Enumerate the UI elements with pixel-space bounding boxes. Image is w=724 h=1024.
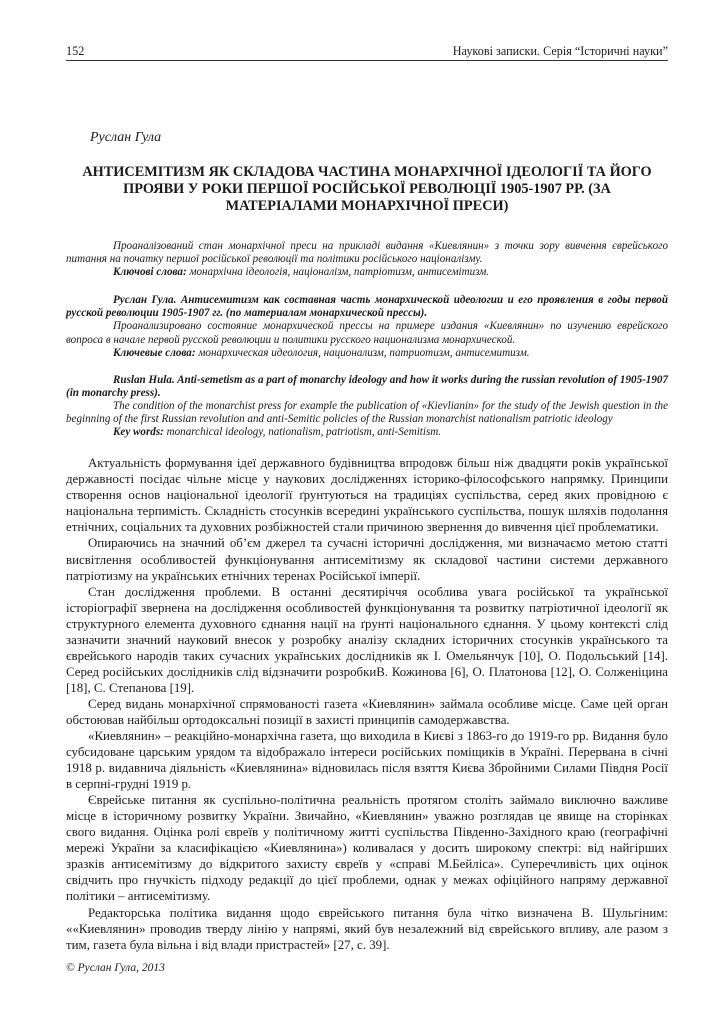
keywords-text: монархічна ідеологія, націоналізм, патріотизм, антисемітизм.: [186, 266, 490, 279]
body-paragraph: Стан дослідження проблеми. В останні десятиріччя особлива увага російської та української історіографії звернена на дослідження особливостей функціонування та розвитку патріотичної ідеології як структурного елемента духовного єднання нації на ґрунті національного єднання. У цьому контексті слід зазначити значний науковий внесок у розробку аналізу складних історичних стосунків українського та єврейського народів таких сучасних українських дослідників як І. Омельянчук [10], О. Подольський [14]. Серед російських дослідників слід відзначити розробкиВ. Кожинова [6], О. Платонова [12], О. Солженіцина [18], С. Степанова [19].: [66, 584, 668, 695]
body-paragraph: Опираючись на значний об’єм джерел та сучасні історичні дослідження, ми визначаємо метою статті висвітлення особливостей функціонування антисемітизму як складової частини системи державного патріотизму на українських етнічних теренах Російської імперії.: [66, 536, 668, 583]
body-paragraph: Редакторська політика видання щодо єврейського питання була чітко визначена В. Шульгіним: ««Киевлянин» проводив тверду лінію у напрямі, який був незалежний від єврейського впливу, але разом з тим, газета була вільна і від влади пристрастей» [27, с. 39].: [66, 905, 668, 952]
body-paragraph: Серед видань монархічної спрямованості газета «Киевлянин» займала особливе місце. Саме цей орган обстоював найбільш ортодоксальні позиції в захисті принципів самодержавства.: [66, 696, 668, 727]
keywords-text: monarchical ideology, nationalism, patriotism, anti-Semitism.: [163, 426, 442, 439]
article-body: [66, 455, 668, 952]
journal-title: Наукові записки. Серія “Історичні науки”: [452, 44, 668, 58]
body-paragraph: Єврейське питання як суспільно-політична реальність протягом століть займало виключно важливе місце в історичному розвитку України. Звичайно, «Киевлянин» уважно розглядав це явище на сторінках свого видання. Оцінка ролі євреїв у політичному житті суспільства Південно-Західного краю (географічні мережі України за класифікацією «Киевлянина») коливалася у досить широкому спектрі: від найгірших зразків антисемітизму до відкритого захисту євреїв у «справі М.Бейліса». Суперечливість цих оцінок свідчить про гнучкість підходу редакції до цієї проблеми, однак у межах офіційного напряму державної політики – антисемітизму.: [66, 793, 668, 904]
page-number: 152: [66, 44, 85, 58]
keywords-label: Ключевые слова:: [113, 346, 196, 359]
keywords-label: Key words:: [113, 426, 164, 439]
running-header: [66, 44, 668, 61]
abstract-text: Проаналізований стан монархічної преси на прикладі видання «Киевлянин» з точки зору вивчення єврейського питання на початку першої російської революції та політики російського націоналізму.: [66, 240, 668, 266]
abstract-heading: Руслан Гула. Антисемитизм как составная часть монархической идеологии и его проявления в годы первой русской революции 1905-1907 гг. (по материалам монархической прессы).: [66, 294, 668, 320]
author-name: Руслан Гула: [90, 130, 162, 145]
keywords-line: [66, 426, 668, 439]
page: [66, 0, 668, 995]
abstract-text: The condition of the monarchist press for example the publication of «Kievlianin» for the study of the Jewish question in the beginning of the first Russian revolution and anti-Semitic policies of the Russian monarchist nationalism patriotic ideology: [66, 399, 668, 426]
abstract-russian: [66, 294, 668, 359]
body-paragraph: Актуальність формування ідеї державного будівництва впродовж більш ніж двадцяти років української державності посідає чільне місце у наукових дослідженнях історико-філософського напрямку. Принципи створення основ національної ідеології ґрунтуються на традиціях суспільства, серед яких провідною є національна терпимість. Складність стосунків всередині українського суспільства, пошук шляхів подолання етнічних, соціальних та духовних розбіжностей стали причиною звернення до вивчення цієї проблематики.: [66, 456, 668, 535]
abstract-heading: Ruslan Hula. Anti-semetism as a part of monarchy ideology and how it works during the russian revolution of 1905-1907 (in monarchy press).: [66, 373, 668, 399]
keywords-line: [66, 266, 668, 279]
abstract-text: Проанализировано состояние монархической прессы на примере издания «Киевлянин» по изучению еврейского вопроса в начале первой русской революции и политики русского национализма монархической.: [66, 320, 668, 346]
abstract-ukrainian: [66, 240, 668, 279]
article-title: АНТИСЕМІТИЗМ ЯК СКЛАДОВА ЧАСТИНА МОНАРХІЧНОЇ ІДЕОЛОГІЇ ТА ЙОГО ПРОЯВИ У РОКИ ПЕРШОЇ РОСІЙСЬКОЇ РЕВОЛЮЦІЇ 1905-1907 РР. (ЗА МАТЕРІАЛАМИ МОНАРХІЧНОЇ ПРЕСИ): [82, 164, 652, 214]
keywords-line: [66, 347, 668, 360]
body-paragraph: «Киевлянин» – реакційно-монархічна газета, що виходила в Києві з 1863-го до 1919-го рр. Видання було субсидоване царським урядом та відображало інтереси російських поміщиків в Україні. Перервана в січні 1918 р. видавнича діяльність «Киевлянина» відновилась після взяття Києва Збройними Силами Півдня Росії в серпні-грудні 1919 р.: [66, 729, 668, 792]
keywords-text: монархическая идеология, национализм, патриотизм, антисемитизм.: [195, 346, 530, 359]
copyright-notice: © Руслан Гула, 2013: [66, 961, 165, 974]
keywords-label: Ключові слова:: [113, 266, 187, 279]
abstract-english: [66, 374, 668, 439]
